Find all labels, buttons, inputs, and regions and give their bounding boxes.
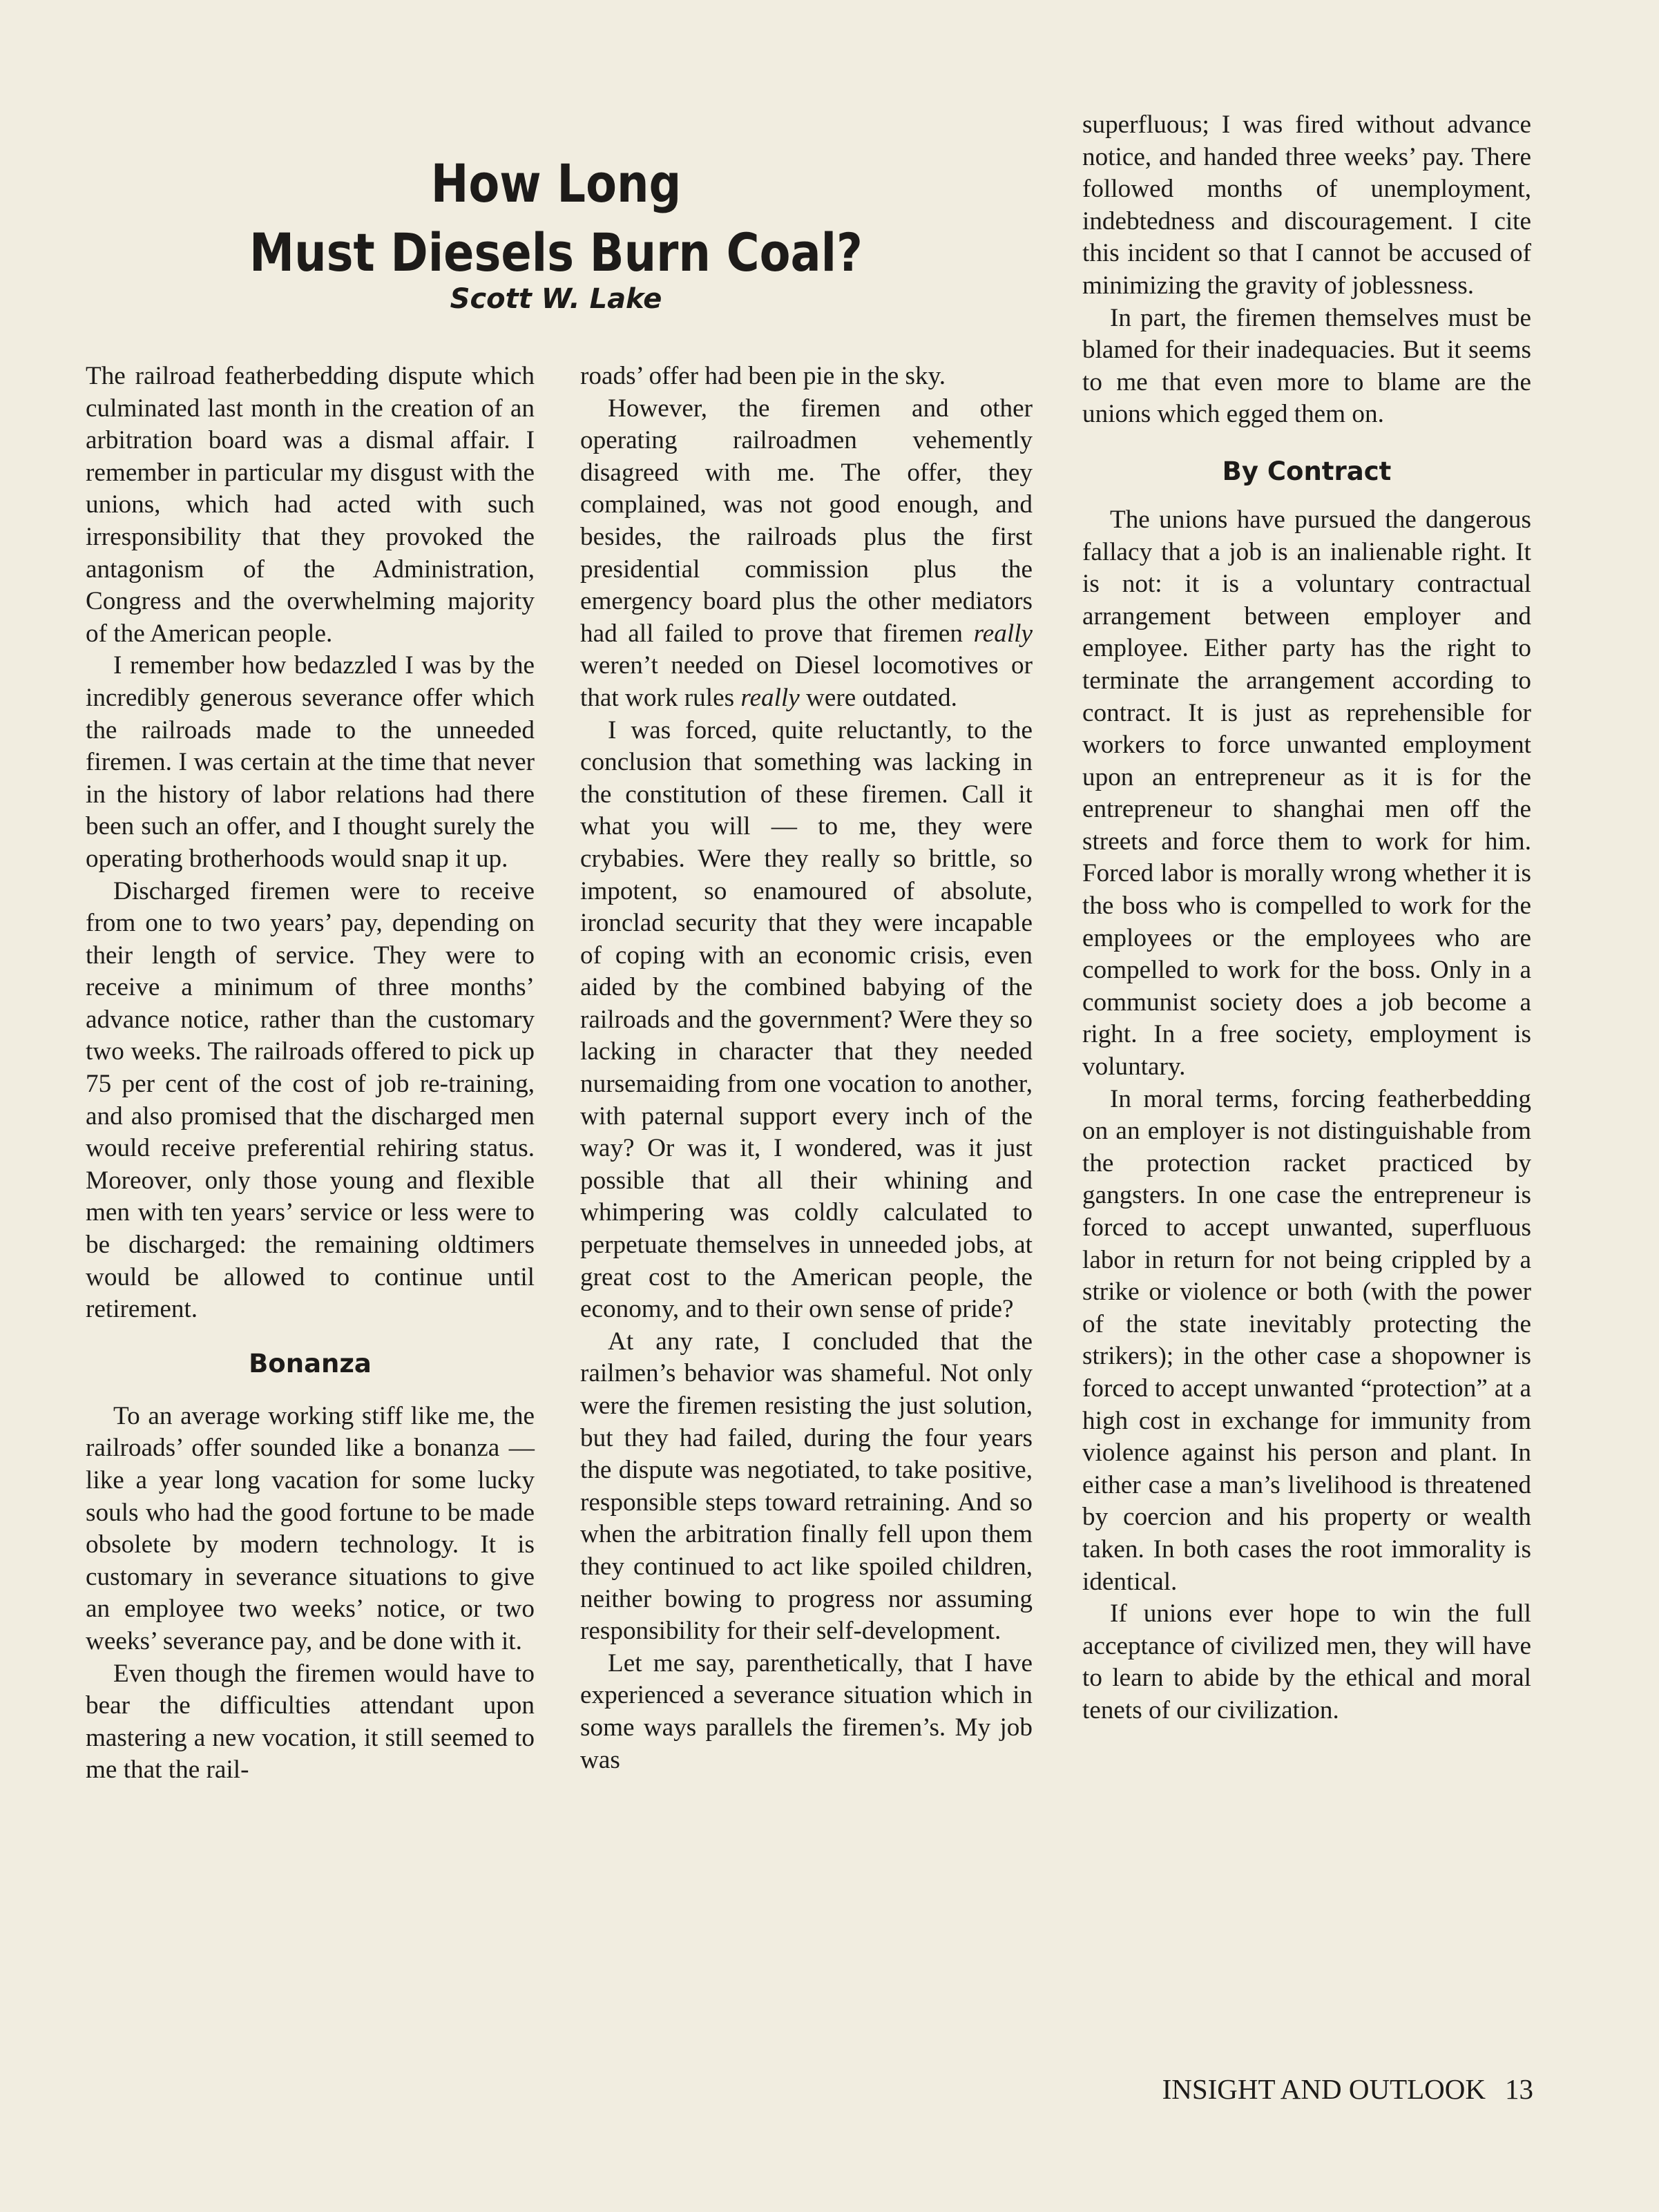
- publication-name: INSIGHT AND OUTLOOK: [1162, 2073, 1486, 2105]
- author-byline: Scott W. Lake: [450, 283, 662, 315]
- article-title: [197, 149, 916, 287]
- paragraph: In part, the firemen themselves must be blamed for their inadequacies. But it seems to me that even more to blame are the unions which egged them on.: [1082, 303, 1531, 429]
- paragraph: Discharged firemen were to receive from one to two years’ pay, depending on their length of service. They were to receive a minimum of three months’ advance notice, rather than the customary two weeks. The railroads offered to pick up 75 per cent of the cost of job re-training, and also promised that the discharged men would receive preferential rehiring status. Moreover, only those young and flexible men with ten years’ service or less were to be discharged: the remaining oldtimers would be allowed to continue until retirement.: [86, 876, 535, 1324]
- paragraph: In moral terms, forcing featherbedding on an employer is not distinguishable from the protection racket practiced by gangsters. In one case the entrepreneur is forced to accept unwanted, superfluous labor in return for not being crippled by a strike or violence or both (with the power of the state inevitably protecting the strikers); in the other case a shopowner is forced to accept unwanted “protection” at a high cost in exchange for immunity from violence against his person and plant. In either case a man’s livelihood is threatened by coercion and his property or wealth taken. In both cases the root immorality is identical.: [1082, 1084, 1531, 1596]
- text-run: However, the firemen and other operating railroadmen vehemently disagreed with me. The offer, they complained, was not good enough, and besides, the railroads plus the first presidential commission plus the emergency board plus the other mediators had all failed to prove that firemen: [580, 394, 1033, 648]
- paragraph: Even though the firemen would have to bear the difficulties attendant upon mastering a new vocation, it still seemed to me that the rail-: [86, 1659, 535, 1785]
- section-heading-by-contract: By Contract: [1222, 456, 1392, 486]
- paragraph: If unions ever hope to win the full acceptance of civilized men, they will have to learn to abide by the ethical and moral tenets of our civilization.: [1082, 1599, 1531, 1724]
- paragraph: To an average working stiff like me, the railroads’ offer sounded like a bonanza — like a year long vacation for some lucky souls who had the good fortune to be made obsolete by modern technology. It is customary in severance situations to give an employee two weeks’ notice, or two weeks’ severance pay, and be done with it.: [86, 1401, 535, 1655]
- paragraph: Let me say, parenthetically, that I have experienced a severance situation which in some ways parallels the firemen’s. My job was: [580, 1648, 1033, 1774]
- paragraph: I remember how bedazzled I was by the incredibly generous severance offer which the railroads made to the unneeded firemen. I was certain at the time that never in the history of labor relations had there been such an offer, and I thought surely the operating brotherhoods would snap it up.: [86, 651, 535, 873]
- page-number: 13: [1505, 2073, 1533, 2105]
- paragraph: At any rate, I concluded that the railmen’s behavior was shameful. Not only were the firemen resisting the just solution, but they had failed, during the four years the dispute was negotiated, to take positive, responsible steps toward retraining. And so when the arbitration finally fell upon them they continued to act like spoiled children, neither bowing to progress nor assuming responsibility for their self-development.: [580, 1327, 1033, 1646]
- article-title-line-1: How Long: [430, 152, 682, 214]
- section-heading-bonanza: Bonanza: [249, 1348, 372, 1378]
- emphasis-really: really: [740, 683, 800, 712]
- paragraph: [580, 393, 1033, 715]
- text-column-1: [86, 360, 535, 1787]
- emphasis-really: really: [973, 619, 1033, 648]
- page-footer: [1077, 2072, 1533, 2106]
- paragraph: The unions have pursued the dangerous fallacy that a job is an inalienable right. It is not: it is a voluntary contractual arrangement between employer and employee. Either party has the right to terminate the arrangement according to contract. It is just as reprehensible for workers to force unwanted employment upon an entrepreneur as it is for the entrepreneur to shanghai men off the streets and force them to work for him. Forced labor is morally wrong whether it is the boss who is compelled to work for the employees or the employees who are compelled to work for the boss. Only in a communist society does a job become a right. In a free society, employment is voluntary.: [1082, 505, 1531, 1081]
- text-run: weren’t needed on Diesel locomotives or that work rules: [580, 651, 1033, 712]
- paragraph: roads’ offer had been pie in the sky.: [580, 362, 946, 390]
- text-column-3: [1082, 109, 1531, 1727]
- paragraph: superfluous; I was fired without advance notice, and handed three weeks’ pay. There followed months of unemployment, indebtedness and discouragement. I cite this incident so that I cannot be accused of minimizing the gravity of joblessness.: [1082, 110, 1531, 300]
- text-run: were outdated.: [799, 683, 957, 712]
- paragraph: I was forced, quite reluctantly, to the conclusion that something was lacking in the constitution of these firemen. Call it what you will — to me, they were crybabies. Were they really so brittle, so impotent, so enamoured of absolute, ironclad security that they were incapable of coping with an economic crisis, even aided by the combined babying of the railroads and the government? Were they so lacking in character that they needed nursemaiding from one vocation to another, with paternal support every inch of the way? Or was it, I wondered, was it just possible that all their whining and whimpering was coldly calculated to perpetuate themselves in unneeded jobs, at great cost to the American people, the economy, and to their own sense of pride?: [580, 715, 1033, 1324]
- paragraph: The railroad featherbedding dispute which culminated last month in the creation of an arbitration board was a dismal affair. I remember in particular my disgust with the unions, which had acted with such irresponsibility that they provoked the antagonism of the Administration, Congress and the overwhelming majority of the American people.: [86, 362, 535, 648]
- article-title-line-2: Must Diesels Burn Coal?: [249, 221, 863, 283]
- text-column-2: [580, 360, 1033, 1776]
